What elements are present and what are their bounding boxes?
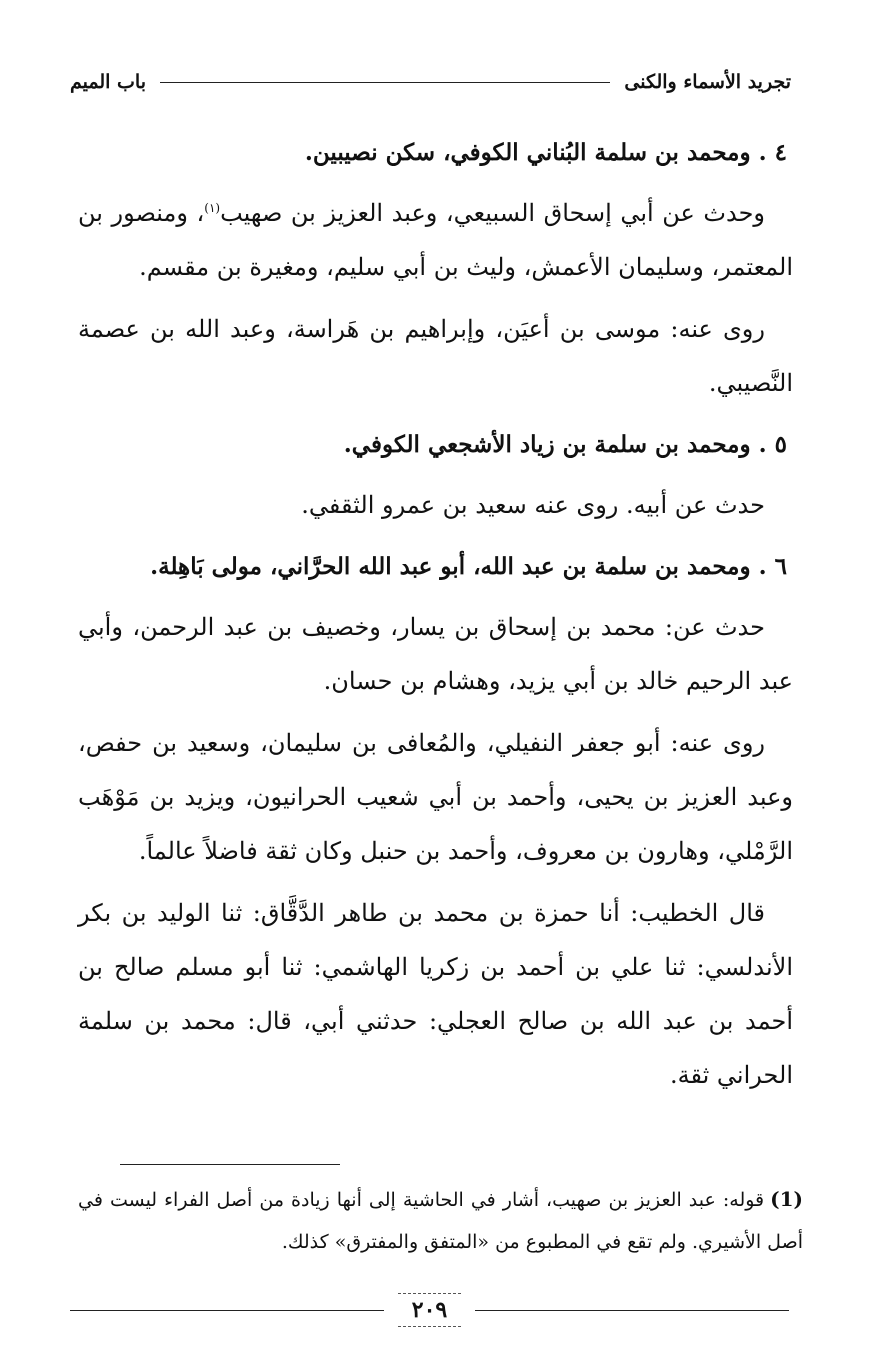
footnote-separator [120,1164,340,1165]
footnote-ref[interactable]: (١) [204,201,221,215]
entry-5-text: حدث عن أبيه. روى عنه سعيد بن عمرو الثقفي. [301,491,765,519]
entry-title-6: ٦ . ومحمد بن سلمة بن عبد الله، أبو عبد الله الحرَّاني، مولى بَاهِلة. [150,553,787,580]
footnote-text: قوله: عبد العزيز بن صهيب، أشار في الحاشية إلى أنها زيادة من أصل الفراء ليست في أصل الأشيري. ولم تقع في المطبوع من «المتفق والمفترق» كذلك. [78,1189,803,1253]
entry-title-4: ٤ . ومحمد بن سلمة البُناني الكوفي، سكن نصيبين. [304,139,787,166]
footer-rule-left [70,1310,384,1311]
running-head [70,62,791,102]
page-footer [70,1290,789,1330]
entry-4-text: وحدث عن أبي إسحاق السبيعي، وعبد العزيز بن صهيب [220,199,765,227]
book-title: تجريد الأسماء والكنى [624,71,791,93]
footnote [78,1178,803,1263]
entry-6-khatib-quote: قال الخطيب: أنا حمزة بن محمد بن طاهر الدَّقَّاق: ثنا الوليد بن بكر الأندلسي: ثنا علي بن أحمد بن زكريا الهاشمي: ثنا أبو مسلم صالح بن أحمد بن عبد الله بن صالح العجلي: حدثني أبي، قال: محمد بن سلمة الحراني ثقة. [78,899,793,1089]
entry-4-narrators: روى عنه: موسى بن أعيَن، وإبراهيم بن هَراسة، وعبد الله بن عصمة النَّصيبي. [78,315,793,397]
header-rule [160,82,610,83]
entry-4-text-rest: ، ومنصور بن المعتمر، وسليمان الأعمش، وليث بن أبي سليم، ومغيرة بن مقسم. [78,199,793,281]
entry-title-5: ٥ . ومحمد بن سلمة بن زياد الأشجعي الكوفي. [343,431,787,458]
chapter-title: باب الميم [70,71,147,93]
footer-rule-right [475,1310,789,1311]
entry-4-narrated-from [78,186,793,294]
entry-6-narrators: روى عنه: أبو جعفر النفيلي، والمُعافى بن سليمان، وسعيد بن حفص، وعبد العزيز بن يحيى، وأحمد بن أبي شعيب الحرانيون، ويزيد بن مَوْهَب الرَّمْلي، وهارون بن معروف، وأحمد بن حنبل وكان ثقة فاضلاً عالماً. [78,729,793,865]
page-number: ٢٠٩ [398,1293,461,1327]
main-text [78,126,793,1110]
footnote-number: (1) [770,1187,803,1211]
entry-6-narrated-from: حدث عن: محمد بن إسحاق بن يسار، وخصيف بن عبد الرحمن، وأبي عبد الرحيم خالد بن أبي يزيد، وهشام بن حسان. [78,613,793,695]
